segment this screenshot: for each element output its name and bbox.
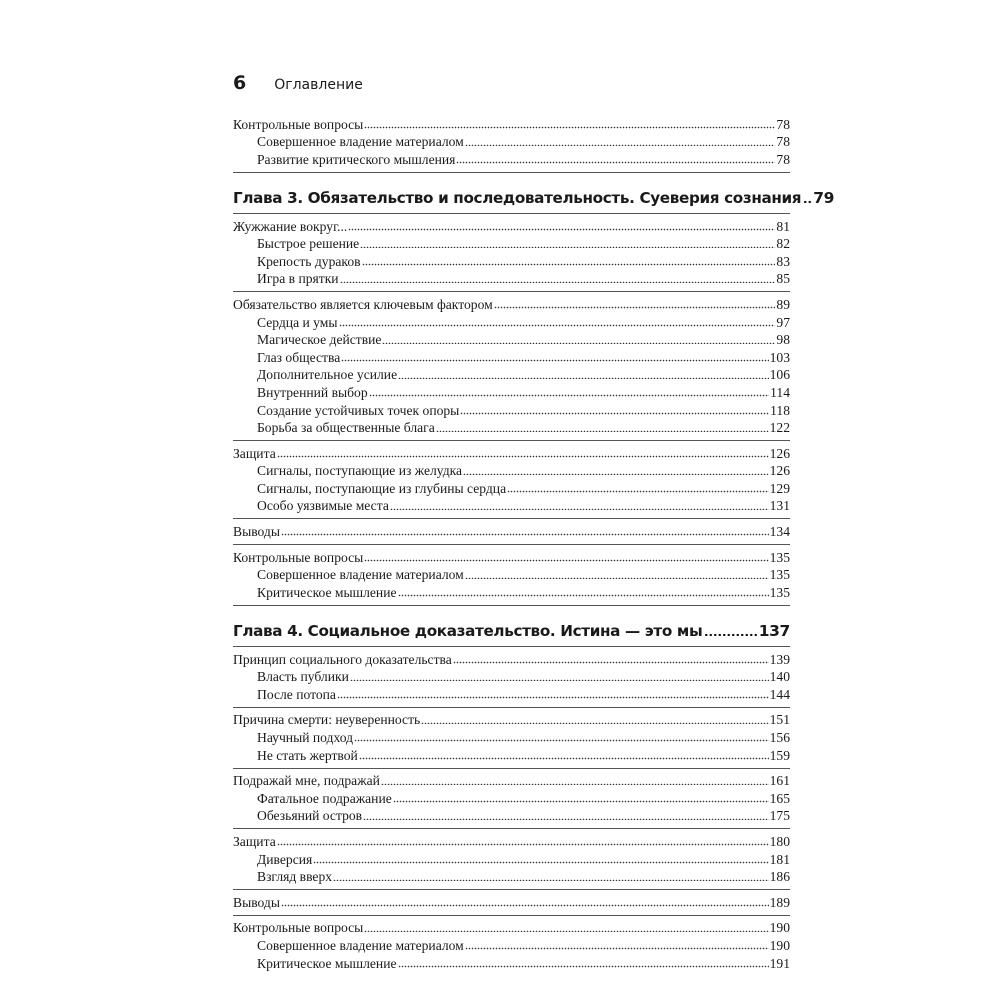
toc-entry-page: 126 [769,445,790,461]
toc-subentry[interactable] [233,746,790,764]
toc-subentry[interactable] [233,479,790,497]
dot-leader [382,331,775,345]
toc-group [233,890,790,916]
toc-entry-page: 106 [769,367,790,383]
dot-leader [363,807,769,821]
toc-entry-title: Выводы [233,524,280,540]
toc-entry-page: 135 [769,567,790,583]
toc-entry-page: 156 [769,730,790,745]
toc-group [233,214,790,292]
toc-entry-title: Совершенное владение материалом [257,937,464,953]
toc-entry-title: Развитие критического мышления [257,151,456,167]
dot-leader [465,566,769,580]
toc-entry-title: Взгляд вверх [257,869,333,885]
dot-leader [369,383,769,397]
dot-leader [803,188,811,203]
toc-entry-title: После потопа [257,686,336,702]
toc-entry[interactable] [233,650,790,668]
toc-entry-page: 144 [769,686,790,702]
toc-entry-page: 151 [769,712,790,728]
toc-entry[interactable] [233,832,790,850]
toc-subentry[interactable] [233,497,790,515]
toc-subentry[interactable] [233,728,790,746]
table-of-contents [233,112,835,976]
toc-entry-page: 118 [770,402,790,418]
dot-leader [460,401,769,415]
toc-entry-page: 134 [769,524,790,540]
toc-entry-page: 78 [776,151,790,167]
toc-entry-page: 103 [769,349,790,365]
toc-entry-title: Обязательство является ключевым фактором [233,296,493,312]
toc-subentry[interactable] [233,419,790,437]
toc-entry-title: Контрольные вопросы [233,920,364,936]
toc-entry[interactable] [233,548,790,566]
dot-leader [364,115,775,129]
dot-leader [340,270,776,284]
dot-leader [337,685,769,699]
toc-entry-page: 139 [769,651,790,667]
running-title: Оглавление [274,77,363,93]
toc-entry-title: Борьба за общественные блага [257,420,435,436]
toc-group [233,545,790,606]
toc-entry[interactable] [233,711,790,729]
toc-entry-page: 114 [770,384,790,400]
toc-subentry[interactable] [233,566,790,584]
toc-entry-title: Причина смерти: неуверенность [233,712,421,728]
dot-leader [381,772,769,786]
dot-leader [362,252,776,266]
toc-entry-page: 191 [769,955,790,971]
toc-entry-page: 189 [769,894,790,910]
toc-entry-page: 135 [769,549,790,565]
dot-leader [339,313,776,327]
toc-entry-title: Сигналы, поступающие из глубины сердца [257,480,507,496]
dot-leader [277,832,769,846]
dot-leader [465,936,769,950]
toc-subentry[interactable] [233,270,790,288]
toc-subentry[interactable] [233,331,790,349]
toc-entry-title: Власть публики [257,669,349,685]
toc-entry-page: 78 [776,134,790,150]
dot-leader [507,479,769,493]
toc-entry-page: 165 [769,790,790,806]
toc-entry[interactable] [233,919,790,937]
toc-subentry[interactable] [233,789,790,807]
dot-leader [456,150,775,164]
chapter-title: Глава 3. Обязательство и последовательность. Суеверия сознания [233,188,802,207]
dot-leader [354,728,769,742]
toc-entry-page: 85 [776,271,790,287]
dot-leader [398,366,768,380]
toc-entry-title: Диверсия [257,851,313,867]
dot-leader [704,621,756,636]
toc-group [233,916,790,976]
toc-entry-title: Критическое мышление [257,955,397,971]
toc-entry-page: 181 [769,851,790,867]
toc-subentry[interactable] [233,133,790,151]
chapter-4-heading[interactable] [233,606,790,647]
dot-leader [364,548,768,562]
toc-entry-page: 81 [776,218,790,234]
toc-entry-title: Сигналы, поступающие из желудка [257,463,463,479]
toc-group [233,647,790,708]
toc-entry-title: Быстрое решение [257,236,360,252]
toc-subentry[interactable] [233,583,790,601]
toc-entry-title: Жужжание вокруг... [233,218,348,234]
toc-entry-title: Принцип социального доказательства [233,651,452,667]
running-head [233,72,363,94]
toc-entry-page: 83 [776,253,790,269]
toc-entry[interactable] [233,893,790,911]
toc-entry-title: Выводы [233,894,280,910]
toc-entry-page: 161 [769,773,790,789]
toc-subentry[interactable] [233,235,790,253]
dot-leader [341,348,768,362]
toc-entry-title: Совершенное владение материалом [257,567,464,583]
toc-entry-title: Контрольные вопросы [233,116,364,132]
dot-leader [277,444,769,458]
toc-entry-title: Обезьяний остров [257,808,363,824]
chapter-3-heading[interactable] [233,173,835,214]
toc-entry-page: 78 [776,116,790,132]
toc-entry-title: Фатальное подражание [257,790,392,806]
toc-entry-title: Особо уязвимые места [257,498,389,514]
dot-leader [360,235,775,249]
dot-leader [463,462,769,476]
chapter-page: 137 [758,622,790,641]
toc-subentry[interactable] [233,366,790,384]
page-number: 6 [233,72,247,94]
toc-entry-page: 126 [769,463,790,479]
toc-entry-page: 131 [769,498,790,514]
dot-leader [364,919,768,933]
dot-leader [333,868,769,882]
dot-leader [359,746,769,760]
toc-subentry[interactable] [233,807,790,825]
toc-entry-title: Защита [233,445,276,461]
toc-entry-page: 159 [769,747,790,763]
toc-entry-title: Совершенное владение материалом [257,134,464,150]
toc-entry-page: 180 [769,833,790,849]
dot-leader [453,650,769,664]
toc-group [233,519,790,545]
toc-entry-title: Внутренний выбор [257,384,368,400]
toc-group [233,112,790,173]
dot-leader [390,497,769,511]
toc-entry-title: Глаз общества [257,349,341,365]
toc-entry-title: Магическое действие [257,332,382,348]
dot-leader [350,668,769,682]
toc-entry-page: 122 [769,420,790,436]
toc-entry-title: Дополнительное усилие [257,367,398,383]
toc-entry-title: Не стать жертвой [257,747,358,763]
toc-entry-page: 175 [769,808,790,824]
chapter-page: 79 [813,188,835,207]
toc-subentry[interactable] [233,954,790,972]
toc-entry-title: Создание устойчивых точек опоры [257,402,460,418]
toc-subentry[interactable] [233,383,790,401]
toc-group [233,769,790,830]
toc-subentry[interactable] [233,401,790,419]
toc-subentry[interactable] [233,868,790,886]
toc-subentry[interactable] [233,850,790,868]
dot-leader [421,711,768,725]
toc-entry-page: 190 [769,937,790,953]
toc-entry-title: Контрольные вопросы [233,549,364,565]
toc-entry[interactable] [233,444,790,462]
toc-entry-page: 190 [769,920,790,936]
dot-leader [494,295,776,309]
toc-group [233,829,790,890]
dot-leader [436,419,769,433]
toc-subentry[interactable] [233,936,790,954]
toc-entry-title: Крепость дураков [257,253,361,269]
toc-subentry[interactable] [233,252,790,270]
toc-entry[interactable] [233,115,790,133]
toc-entry-title: Подражай мне, подражай [233,773,380,789]
dot-leader [398,583,769,597]
toc-entry-page: 135 [769,584,790,600]
toc-entry-title: Научный подход [257,730,354,745]
toc-entry[interactable] [233,772,790,790]
dot-leader [348,217,775,231]
toc-entry-page: 89 [776,296,790,312]
dot-leader [313,850,768,864]
toc-entry-page: 186 [769,869,790,885]
toc-entry-page: 98 [776,332,790,348]
toc-entry-title: Сердца и умы [257,314,338,330]
toc-entry-page: 97 [776,314,790,330]
toc-subentry[interactable] [233,348,790,366]
toc-subentry[interactable] [233,685,790,703]
toc-entry-title: Критическое мышление [257,584,397,600]
dot-leader [281,522,769,536]
dot-leader [398,954,769,968]
toc-subentry[interactable] [233,462,790,480]
toc-group [233,708,790,769]
toc-subentry[interactable] [233,313,790,331]
toc-group [233,441,790,519]
dot-leader [393,789,769,803]
toc-entry-title: Игра в прятки [257,271,339,287]
toc-entry[interactable] [233,217,790,235]
toc-entry-page: 140 [769,669,790,685]
toc-entry-page: 82 [776,236,790,252]
toc-entry-page: 129 [769,480,790,496]
dot-leader [465,133,776,147]
toc-group [233,292,790,441]
toc-entry-title: Защита [233,833,276,849]
toc-subentry[interactable] [233,668,790,686]
toc-entry[interactable] [233,522,790,540]
dot-leader [281,893,769,907]
chapter-title: Глава 4. Социальное доказательство. Истина — это мы [233,622,703,641]
toc-entry[interactable] [233,295,790,313]
toc-subentry[interactable] [233,150,790,168]
